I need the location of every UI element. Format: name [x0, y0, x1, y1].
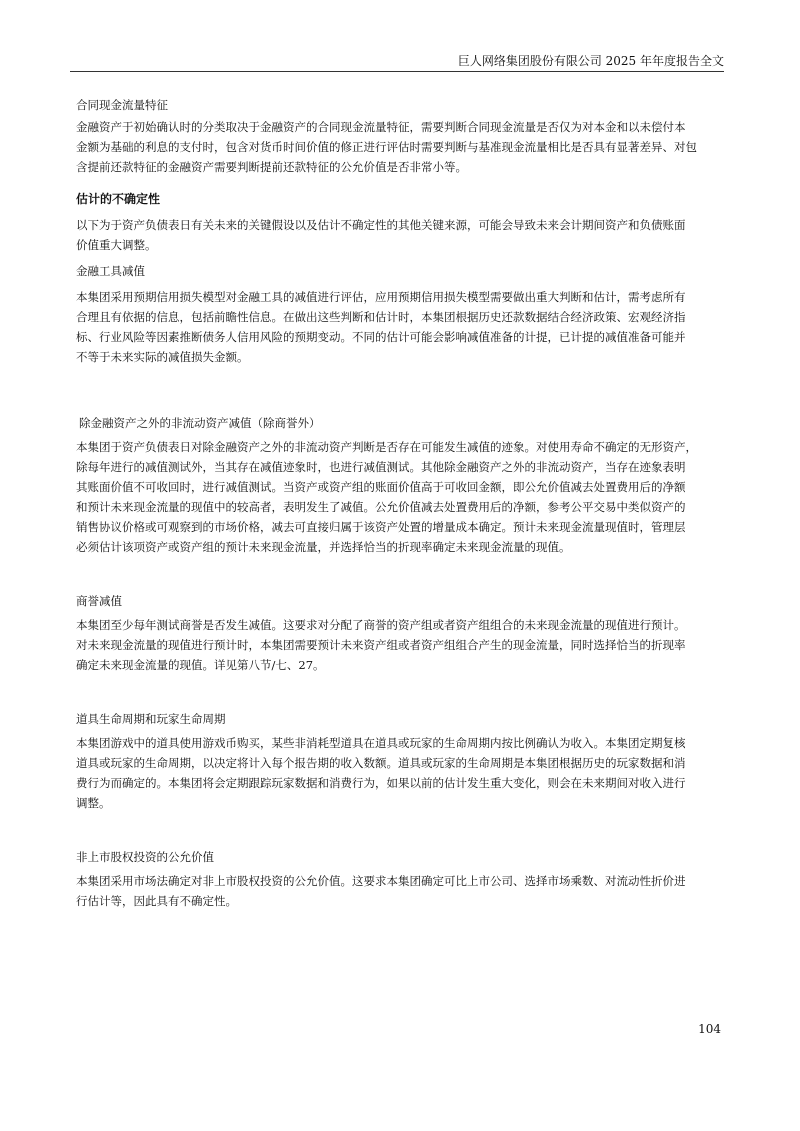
paragraph-line: 调整。	[76, 796, 111, 810]
paragraph-line: 金额为基础的利息的支付时，包含对货币时间价值的修正进行评估时需要判断与基准现金流量相比是否具有显著差异、对包	[76, 140, 697, 154]
paragraph-line: 金融资产于初始确认时的分类取决于金融资产的合同现金流量特征，需要判断合同现金流量是否仅为对本金和以未偿付本	[76, 120, 686, 134]
page-header	[70, 54, 724, 72]
section-impairment	[76, 263, 728, 367]
paragraph-line: 销售协议价格或可观察到的市场价格，减去可直接归属于该资产处置的增量成本确定。预计未来现金流量现值时，管理层	[76, 520, 686, 534]
paragraph-line: 和预计未来现金流量的现值中的较高者，表明发生了减值。公允价值减去处置费用后的净额，参考公平交易中类似资产的	[76, 500, 686, 514]
section-heading: 道具生命周期和玩家生命周期	[76, 712, 226, 726]
paragraph-line: 除每年进行的减值测试外，当其存在减值迹象时，也进行减值测试。其他除金融资产之外的非流动资产，当存在迹象表明	[76, 460, 686, 474]
section-heading: 非上市股权投资的公允价值	[76, 850, 214, 864]
paragraph-line: 本集团游戏中的道具使用游戏币购买，某些非消耗型道具在道具或玩家的生命周期内按比例确认为收入。本集团定期复核	[76, 736, 686, 750]
paragraph-line: 本集团于资产负债表日对除金融资产之外的非流动资产判断是否存在可能发生减值的迹象。对使用寿命不确定的无形资产，	[76, 440, 697, 454]
paragraph-line: 以下为于资产负债表日有关未来的关键假设以及估计不确定性的其他关键来源，可能会导致未来会计期间资产和负债账面	[76, 218, 686, 232]
page-number: 104	[698, 1022, 721, 1036]
section-uncertainty	[76, 191, 728, 255]
section-heading: 估计的不确定性	[76, 192, 161, 206]
section-unlisted-equity	[76, 849, 728, 911]
paragraph-line: 本集团采用市场法确定对非上市股权投资的公允价值。这要求本集团确定可比上市公司、选择市场乘数、对流动性折价进	[76, 874, 686, 888]
section-goodwill	[76, 593, 728, 675]
page-body	[76, 97, 728, 911]
paragraph-line: 含提前还款特征的金融资产需要判断提前还款特征的公允价值是否非常小等。	[76, 160, 467, 174]
paragraph-line: 对未来现金流量的现值进行预计时，本集团需要预计未来资产组或者资产组组合产生的现金流量，同时选择恰当的折现率	[76, 638, 686, 652]
header-title: 巨人网络集团股份有限公司 2025 年年度报告全文	[457, 54, 724, 68]
paragraph-line: 确定未来现金流量的现值。详见第八节/七、27。	[76, 658, 325, 672]
section-contract-cashflow	[76, 97, 728, 177]
paragraph-line: 本集团至少每年测试商誉是否发生减值。这要求对分配了商誉的资产组或者资产组组合的未来现金流量的现值进行预计。	[76, 618, 686, 632]
paragraph-line: 不等于未来实际的减值损失金额。	[76, 350, 249, 364]
paragraph-line: 价值重大调整。	[76, 238, 157, 252]
section-heading: 除金融资产之外的非流动资产减值（除商誉外）	[79, 416, 321, 430]
paragraph-line: 必须估计该项资产或资产组的预计未来现金流量，并选择恰当的折现率确定未来现金流量的现值。	[76, 540, 571, 554]
section-heading: 合同现金流量特征	[76, 98, 168, 112]
paragraph-line: 其账面价值不可收回时，进行减值测试。当资产或资产组的账面价值高于可收回金额，即公允价值减去处置费用后的净额	[76, 480, 686, 494]
paragraph-line: 本集团采用预期信用损失模型对金融工具的减值进行评估，应用预期信用损失模型需要做出重大判断和估计，需考虑所有	[76, 290, 686, 304]
section-non-financial-impairment	[76, 415, 728, 557]
paragraph-line: 费行为而确定的。本集团将会定期跟踪玩家数据和消费行为，如果以前的估计发生重大变化，则会在未来期间对收入进行	[76, 776, 686, 790]
section-lifecycle	[76, 711, 728, 813]
paragraph-line: 标、行业风险等因素推断债务人信用风险的预期变动。不同的估计可能会影响减值准备的计提，已计提的减值准备可能并	[76, 330, 686, 344]
section-heading: 金融工具减值	[76, 264, 145, 278]
section-heading: 商誉减值	[76, 594, 122, 608]
paragraph-line: 道具或玩家的生命周期，以决定将计入每个报告期的收入数额。道具或玩家的生命周期是本集团根据历史的玩家数据和消	[76, 756, 686, 770]
paragraph-line: 合理且有依据的信息，包括前瞻性信息。在做出这些判断和估计时，本集团根据历史还款数据结合经济政策、宏观经济指	[76, 310, 686, 324]
paragraph-line: 行估计等，因此具有不确定性。	[76, 894, 237, 908]
